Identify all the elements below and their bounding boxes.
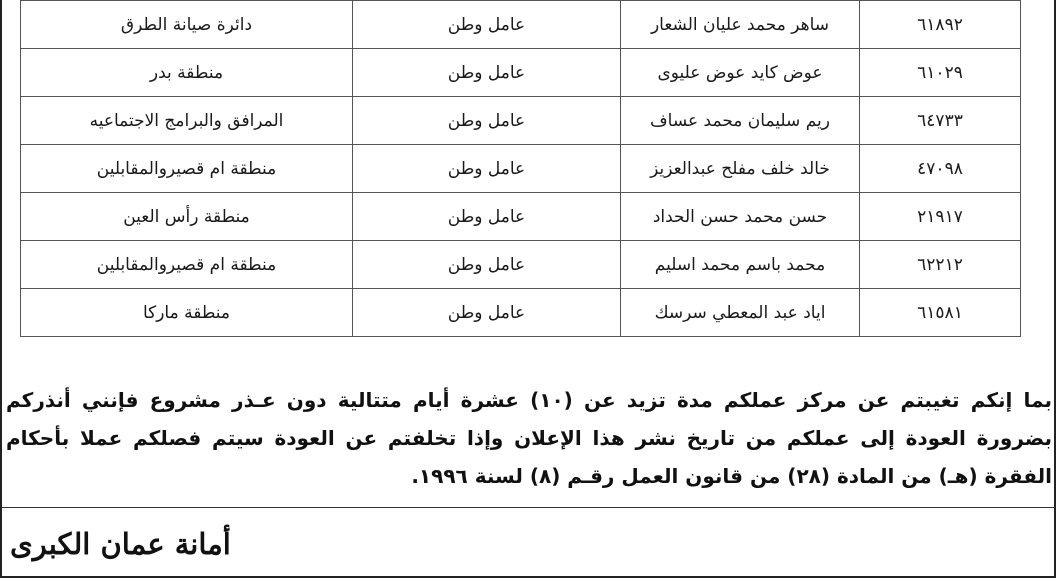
signature: أمانة عمان الكبرى (10, 527, 231, 561)
employee-type-cell: عامل وطن (353, 241, 621, 289)
employee-department-cell: منطقة ماركا (21, 289, 353, 337)
employee-number-cell: ٦٢٢١٢ (860, 241, 1021, 289)
employee-name-cell: ريم سليمان محمد عساف (621, 97, 860, 145)
employee-type-cell: عامل وطن (353, 1, 621, 49)
employee-type-cell: عامل وطن (353, 49, 621, 97)
employee-number-cell: ٦١٥٨١ (860, 289, 1021, 337)
table-row (21, 1, 1021, 49)
employee-name-cell: خالد خلف مفلح عبدالعزيز (621, 145, 860, 193)
employee-name-cell: محمد باسم محمد اسليم (621, 241, 860, 289)
employee-type-cell: عامل وطن (353, 289, 621, 337)
notice-body-text: بما إنكم تغيبتم عن مركز عملكم مدة تزيد عن (١٠) عشرة أيام متتالية دون عـذر مشروع فإنني أنذركم بضرورة العودة إلى عملكم من تاريخ نشر هذا الإعلان وإذا تخلفتم عن العودة سيتم فصلكم عملا بأحكام الفقرة (هـ) من المادة (٢٨) من قانون العمل رقـم (٨) لسنة ١٩٩٦. (6, 388, 1052, 488)
employees-table (20, 0, 1021, 337)
table-row (21, 49, 1021, 97)
employee-number-cell: ٦١٠٢٩ (860, 49, 1021, 97)
employee-department-cell: منطقة ام قصيروالمقابلين (21, 241, 353, 289)
employees-table-body (21, 1, 1021, 337)
table-row (21, 145, 1021, 193)
signature-divider (2, 507, 1056, 508)
employee-name-cell: ساهر محمد عليان الشعار (621, 1, 860, 49)
employee-department-cell: منطقة بدر (21, 49, 353, 97)
employee-name-cell: عوض كايد عوض عليوى (621, 49, 860, 97)
employee-department-cell: المرافق والبرامج الاجتماعيه (21, 97, 353, 145)
employees-table-area (20, 0, 1020, 346)
employee-department-cell: منطقة رأس العين (21, 193, 353, 241)
table-row (21, 241, 1021, 289)
employee-department-cell: منطقة ام قصيروالمقابلين (21, 145, 353, 193)
employee-number-cell: ٦٤٧٣٣ (860, 97, 1021, 145)
employee-number-cell: ٢١٩١٧ (860, 193, 1021, 241)
employee-type-cell: عامل وطن (353, 97, 621, 145)
employee-name-cell: اياد عبد المعطي سرسك (621, 289, 860, 337)
employee-number-cell: ٦١٨٩٢ (860, 1, 1021, 49)
table-row (21, 289, 1021, 337)
employee-department-cell: دائرة صيانة الطرق (21, 1, 353, 49)
table-row (21, 193, 1021, 241)
employee-number-cell: ٤٧٠٩٨ (860, 145, 1021, 193)
employee-type-cell: عامل وطن (353, 193, 621, 241)
table-row (21, 97, 1021, 145)
employee-name-cell: حسن محمد حسن الحداد (621, 193, 860, 241)
employee-type-cell: عامل وطن (353, 145, 621, 193)
